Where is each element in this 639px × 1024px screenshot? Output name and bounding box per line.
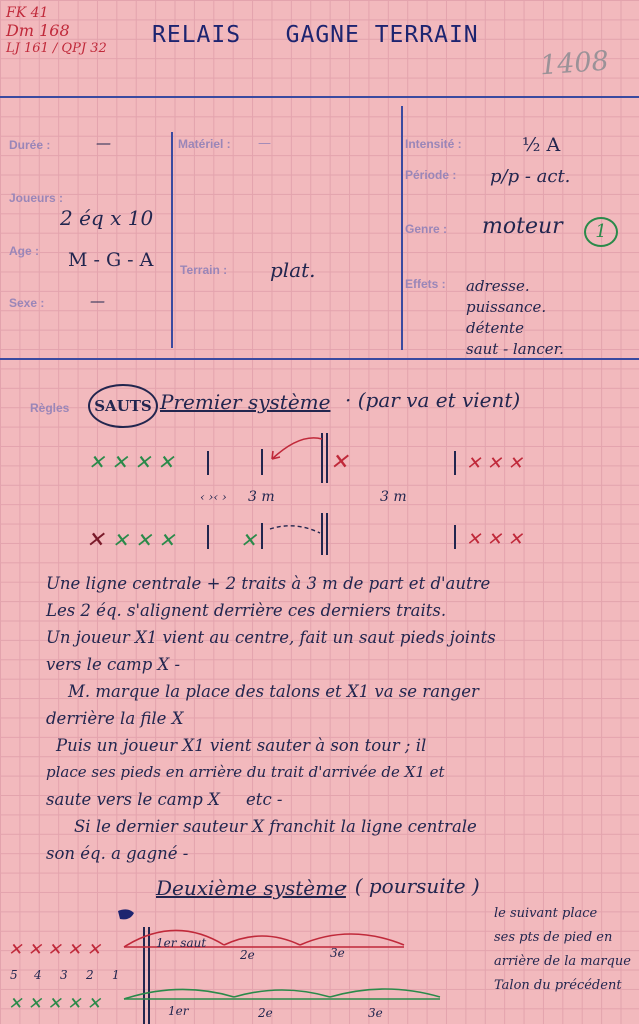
column-divider-2	[401, 106, 403, 350]
label-intensite: Intensité :	[405, 137, 462, 151]
red-team-row: ✕ ✕ ✕ ✕ ✕	[8, 940, 101, 960]
value-duree: —	[96, 134, 111, 152]
para-line-3: Un joueur X1 vient au centre, fait un saut pieds joints	[46, 628, 496, 647]
side-note-line-3: arrière de la marque	[494, 954, 631, 969]
header-rule	[0, 96, 639, 98]
jump-arrow-red	[272, 438, 322, 459]
reference-codes	[6, 4, 107, 58]
label-joueurs: Joueurs :	[9, 191, 64, 205]
effet-4: saut - lancer.	[466, 340, 564, 358]
para-line-1: Une ligne centrale + 2 traits à 3 m de part et d'autre	[46, 574, 491, 593]
section1-heading: Premier système	[160, 390, 331, 414]
ref-code-2: Dm 168	[6, 21, 70, 40]
label-sexe: Sexe :	[9, 296, 45, 310]
jump-label-2: 2e	[240, 948, 255, 962]
para-line-5: M. marque la place des talons et X1 va se ranger	[68, 682, 479, 701]
section1-tag: SAUTS	[88, 384, 158, 428]
green-team-row: ✕ ✕ ✕ ✕ ✕	[8, 994, 101, 1014]
para-line-2: Les 2 éq. s'alignent derrière ces derniers traits.	[46, 601, 447, 620]
card-title: RELAIS GAGNE TERRAIN	[152, 22, 479, 48]
return-arrow-dashed	[270, 526, 320, 533]
column-divider-1	[171, 132, 173, 348]
rules-paragraph	[46, 570, 496, 867]
label-genre: Genre :	[405, 222, 448, 236]
value-terrain: plat.	[270, 258, 316, 282]
label-materiel: Matériel :	[178, 137, 231, 151]
para-line-7: Puis un joueur X1 vient sauter à son tour ; il	[56, 736, 427, 755]
para-line-9: saute vers le camp X etc -	[46, 790, 283, 809]
green-jump-1	[124, 989, 234, 999]
green-label-1: 1er	[168, 1004, 189, 1018]
card-number: 1408	[539, 45, 610, 82]
green-label-3: 3e	[368, 1006, 383, 1020]
row1-green-team: ✕ ✕ ✕ ✕	[88, 450, 175, 474]
order-number-1: 1	[112, 968, 120, 982]
distance-right-label: 3 m	[380, 489, 407, 505]
row2-green-x: ✕	[240, 528, 257, 552]
ref-code-1: FK 41	[6, 5, 49, 21]
jump-label-1: 1er saut	[156, 936, 207, 950]
red-jump-3	[300, 934, 404, 945]
value-genre: moteur	[482, 214, 563, 239]
effet-2: puissance.	[466, 298, 547, 316]
red-jump-2	[224, 936, 300, 945]
section2-heading: Deuxième système	[156, 876, 346, 900]
label-regles: Règles	[30, 401, 70, 415]
diagram-va-et-vient	[0, 425, 639, 560]
section2-heading-note: · ( poursuite )	[342, 874, 480, 898]
label-periode: Période :	[405, 168, 457, 182]
order-number-4: 4	[34, 968, 42, 982]
distance-arrows: ‹ ›‹ ›	[200, 490, 227, 504]
side-note-line-1: le suivant place	[494, 906, 598, 921]
section1-heading-note: · (par va et vient)	[345, 388, 521, 412]
distance-left-label: 3 m	[248, 489, 275, 505]
genre-circle-badge: 1	[584, 217, 618, 247]
row1-red-team: ✕ ✕ ✕	[466, 453, 523, 474]
row2-red-x: ✕	[86, 528, 105, 553]
order-number-2: 2	[86, 968, 94, 982]
value-materiel: —	[258, 136, 271, 151]
value-intensite: ½ A	[522, 134, 561, 156]
ref-code-3: LJ 161 / QPJ 32	[6, 41, 107, 56]
effet-3: détente	[466, 319, 524, 337]
row1-center-x: ✕	[330, 450, 349, 475]
ink-blot	[118, 909, 134, 919]
value-joueurs: 2 éq x 10	[60, 206, 154, 230]
effets-list	[466, 276, 564, 360]
order-number-3: 3	[60, 968, 68, 982]
label-effets: Effets :	[405, 277, 446, 291]
green-jump-2	[234, 990, 330, 997]
row2-green-team: ✕ ✕ ✕	[112, 528, 175, 552]
diagram-poursuite	[0, 905, 500, 1024]
effet-1: adresse.	[466, 277, 530, 295]
jump-label-3: 3e	[330, 946, 345, 960]
label-age: Age :	[9, 244, 39, 258]
side-note-line-2: ses pts de pied en	[494, 930, 613, 945]
label-terrain: Terrain :	[180, 263, 228, 277]
side-note	[494, 902, 631, 998]
row2-red-team: ✕ ✕ ✕	[466, 529, 523, 550]
value-age: M - G - A	[68, 249, 154, 271]
side-note-line-4: Talon du précédent	[494, 978, 622, 993]
order-number-5: 5	[10, 968, 18, 982]
value-periode: p/p - act.	[490, 166, 571, 187]
value-sexe: —	[90, 292, 105, 310]
label-duree: Durée :	[9, 138, 51, 152]
green-jump-3	[330, 989, 440, 997]
para-line-6: derrière la file X	[46, 709, 184, 728]
para-line-4: vers le camp X -	[46, 655, 181, 674]
para-line-11: son éq. a gagné -	[46, 844, 189, 863]
green-label-2: 2e	[258, 1006, 273, 1020]
para-line-10: Si le dernier sauteur X franchit la ligne centrale	[74, 817, 477, 836]
para-line-8: place ses pieds en arrière du trait d'arrivée de X1 et	[46, 763, 445, 781]
